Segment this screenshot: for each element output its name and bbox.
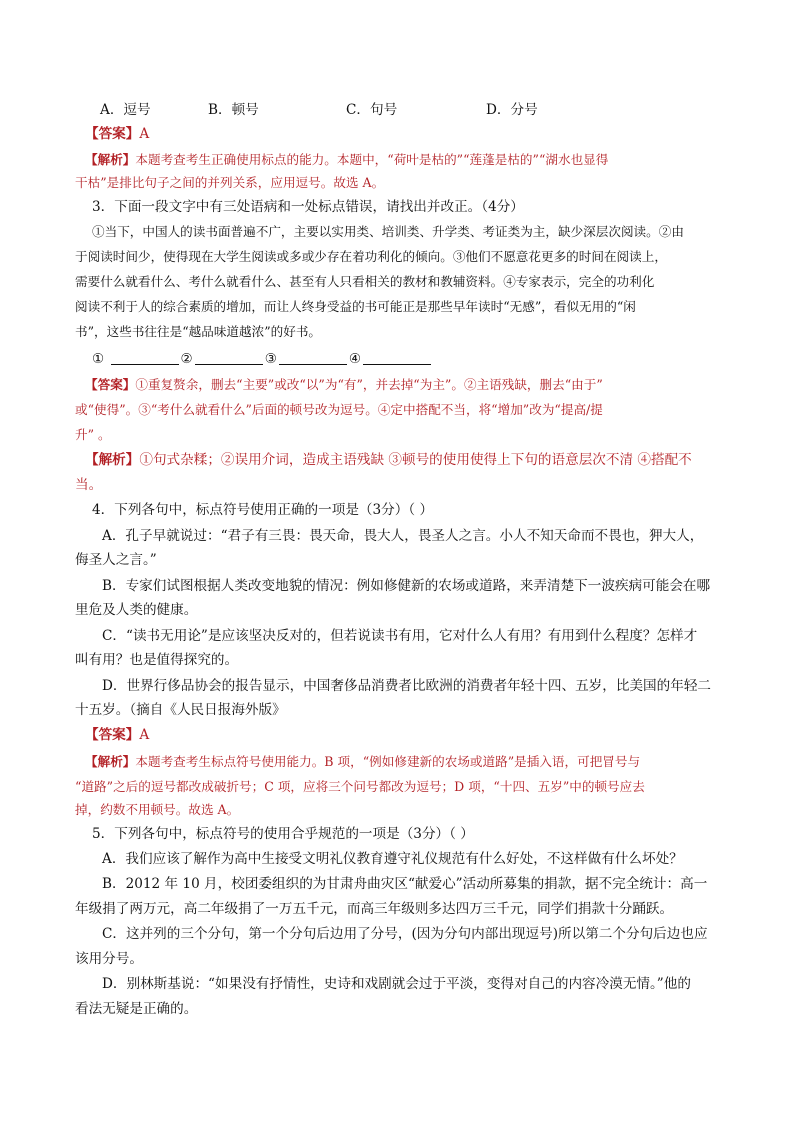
blank-3[interactable] xyxy=(279,350,347,365)
q3-blanks: ① ② ③ ④ xyxy=(92,349,433,369)
q3-answer-line-2: 或“使得”。③“考什么就看什么”后面的顿号改为逗号。④定中搭配不当，将“增加”改为“提高/提 xyxy=(75,402,603,417)
q3-passage-line-1: ①当下，中国人的读书面普遍不广，主要以实用类、培训类、升学类、考证类为主，缺少深层次阅读。②由 xyxy=(92,224,684,239)
analysis-tag: 【解析】 xyxy=(85,452,140,468)
q2-answer xyxy=(85,124,149,144)
q3-passage-line-5: 书”，这些书往往是“越品味道越浓”的好书。 xyxy=(75,324,322,339)
answer-tag: 【答案】 xyxy=(85,727,140,743)
answer-tag: 【答案】 xyxy=(85,377,136,392)
q4-option-c-line-2: 叫有用？也是值得探究的。 xyxy=(75,652,239,668)
q2-option-b: B．顿号 xyxy=(208,102,259,118)
q5-stem: 5．下列各句中，标点符号的使用合乎规范的一项是（3分）（ ） xyxy=(92,826,474,842)
q4-option-d-line-2: 十五岁。（摘自《人民日报海外版》 xyxy=(75,702,286,718)
q4-analysis-line-2: “道路”之后的逗号都改成破折号；C 项，应将三个问号都改为逗号；D 项，“十四、五岁”中的顿号应去 xyxy=(75,779,645,794)
q3-passage-line-4: 阅读不利于人的综合素质的增加，而让人终身受益的书可能正是那些早年读时“无感”，看似无用的“闲 xyxy=(75,299,636,314)
blank-1[interactable] xyxy=(111,350,179,365)
q5-option-b-line-2: 年级捐了两万元，高二年级捐了一万五千元，而高三年级则多达四万三千元，同学们捐款十分踊跃。 xyxy=(75,901,674,917)
q3-answer-line-1: 【答案】①重复赘余，删去“主要”或改“以”为“有”，并去掉“为主”。②主语残缺，删去“由于” xyxy=(85,377,603,392)
q3-analysis-line-2: 当。 xyxy=(75,477,103,493)
q4-answer xyxy=(85,725,149,745)
q3-analysis-line-1: 【解析】①句式杂糅；②误用介词，造成主语残缺 ③顿号的使用使得上下句的语意层次不清 ④搭配不 xyxy=(85,452,692,468)
q2-option-d: D．分号 xyxy=(486,102,538,118)
q4-analysis-line-1: 【解析】本题考查考生标点符号使用能力。B 项，“例如修建新的农场或道路”是插入语，可把冒号与 xyxy=(85,754,641,769)
q4-stem: 4．下列各句中，标点符号使用正确的一项是（3分）（ ） xyxy=(92,502,434,518)
q2-analysis-line-1: 【解析】本题考查考生正确使用标点的能力。本题中，“荷叶是枯的”“莲蓬是枯的”“湖水也显得 xyxy=(85,152,609,167)
q2-analysis-line-2: 干枯”是排比句子之间的并列关系，应用逗号。故选 A。 xyxy=(75,175,385,190)
q2-answer-value: A xyxy=(139,126,150,142)
q3-stem: 3．下面一段文字中有三处语病和一处标点错误，请找出并改正。（4分） xyxy=(92,199,524,215)
q5-option-d-line-1: D．别林斯基说：“如果没有抒情性，史诗和戏剧就会过于平淡，变得对自己的内容冷漠无情。”他的 xyxy=(102,976,691,992)
q5-option-c-line-2: 该用分号。 xyxy=(75,951,143,967)
q4-option-c-line-1: C．“读书无用论”是应该坚决反对的，但若说读书有用，它对什么人有用？有用到什么程度？怎样才 xyxy=(102,628,698,644)
blank-2[interactable] xyxy=(195,350,263,365)
q2-option-c: C．句号 xyxy=(346,102,398,118)
q2-options xyxy=(100,100,700,120)
q5-option-d-line-2: 看法无疑是正确的。 xyxy=(75,1001,198,1017)
q4-answer-value: A xyxy=(139,727,150,743)
q3-answer-line-3: 升” 。 xyxy=(75,427,111,442)
q5-option-a: A．我们应该了解作为高中生接受文明礼仪教育遵守礼仪规范有什么好处，不这样做有什么坏处？ xyxy=(102,851,683,867)
blank-4[interactable] xyxy=(363,350,431,365)
q4-option-a-line-2: 侮圣人之言。” xyxy=(75,552,157,568)
q4-analysis-line-3: 掉，约数不用顿号。故选 A。 xyxy=(75,802,240,817)
q4-option-d-line-1: D．世界行侈品协会的报告显示，中国奢侈品消费者比欧洲的消费者年轻十四、五岁，比美国的年轻二 xyxy=(102,678,712,694)
q3-passage-line-3: 需要什么就看什么、考什么就看什么、甚至有人只看相关的教材和教辅资料。④专家表示，完全的功利化 xyxy=(75,274,655,289)
q5-option-c-line-1: C．这并列的三个分句，第一个分句后边用了分号，(因为分句内部出现逗号)所以第二个分句后边也应 xyxy=(102,926,708,942)
q2-option-a: A．逗号 xyxy=(100,102,151,118)
analysis-tag: 【解析】 xyxy=(85,152,136,167)
answer-tag: 【答案】 xyxy=(85,126,140,142)
q4-option-b-line-2: 里危及人类的健康。 xyxy=(75,602,198,618)
q4-option-b-line-1: B．专家们试图根据人类改变地貌的情况：例如修健新的农场或道路，来弄清楚下一波疾病可能会在哪 xyxy=(102,578,711,594)
analysis-tag: 【解析】 xyxy=(85,754,136,769)
q4-option-a-line-1: A．孔子早就说过：“君子有三畏：畏天命，畏大人，畏圣人之言。小人不知天命而不畏也，狎大人， xyxy=(102,528,704,544)
q3-passage-line-2: 于阅读时间少，使得现在大学生阅读或多或少存在着功利化的倾向。③他们不愿意花更多的时间在阅读上， xyxy=(75,249,667,264)
q5-option-b-line-1: B．2012 年 10 月，校团委组织的为甘肃舟曲灾区“献爱心”活动所募集的捐款，据不完全统计：高一 xyxy=(102,876,708,892)
